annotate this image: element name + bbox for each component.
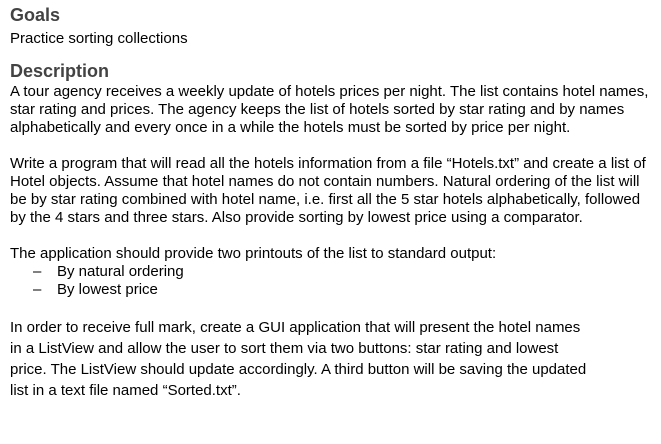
list-item-text: By natural ordering	[57, 263, 184, 280]
bullet-dash: –	[33, 263, 42, 280]
description-paragraph-2: Write a program that will read all the hotels information from a file “Hotels.txt” and create a list of Hotel objects. Assume that hotel names do not contain numbers. Natural ordering of the list will be by star rating combined with hotel name, i.e. first all the 5 star hotels alphabetically, followed by the 4 stars and three stars. Also provide sorting by lowest price using a comparator.	[10, 155, 646, 226]
bullet-dash: –	[33, 281, 42, 298]
description-paragraph-4	[10, 317, 653, 401]
list-item	[33, 281, 653, 299]
description-paragraph-1: A tour agency receives a weekly update of hotels prices per night. The list contains hotel names, star rating and prices. The agency keeps the list of hotels sorted by star rating and by names alphabetically and every once in a while the hotels must be sorted by price per night.	[10, 83, 649, 136]
paragraph-line: list in a text file named “Sorted.txt”.	[10, 382, 241, 399]
description-paragraph-3: The application should provide two printouts of the list to standard output:	[10, 245, 497, 262]
description-heading: Description	[10, 61, 110, 81]
paragraph-line: price. The ListView should update accordingly. A third button will be saving the updated	[10, 361, 587, 378]
paragraph-line: in a ListView and allow the user to sort them via two buttons: star rating and lowest	[10, 340, 559, 357]
paragraph-line: In order to receive full mark, create a GUI application that will present the hotel names	[10, 319, 581, 336]
goals-text: Practice sorting collections	[10, 30, 188, 47]
list-item	[33, 263, 653, 281]
goals-heading: Goals	[10, 5, 61, 25]
printout-list	[10, 263, 653, 299]
list-item-text: By lowest price	[57, 281, 158, 298]
